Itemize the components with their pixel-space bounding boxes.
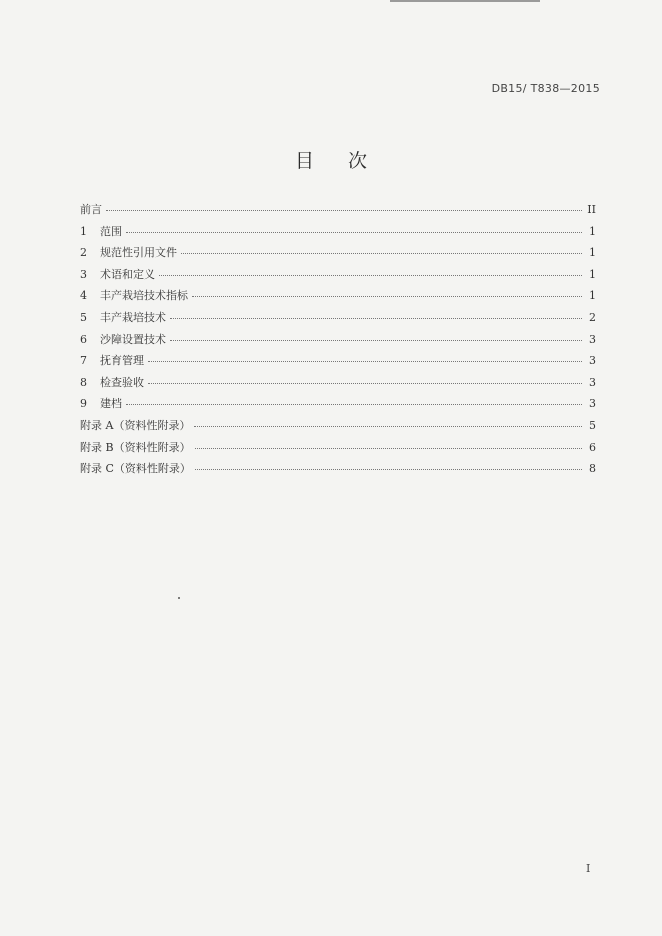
- toc-entry-page: 3: [589, 354, 596, 368]
- top-rule: [390, 0, 540, 2]
- leader-dots: [148, 382, 582, 384]
- toc-entry-page: 1: [589, 267, 596, 281]
- scan-speck: [178, 597, 180, 599]
- table-of-contents: [80, 201, 596, 482]
- toc-entry-page: 6: [589, 440, 596, 454]
- page-number: I: [586, 862, 591, 875]
- toc-entry-label: 检查验收: [100, 375, 144, 389]
- toc-title: 目 次: [294, 150, 382, 172]
- toc-entry-label: 建档: [100, 397, 122, 411]
- standard-code: DB15/ T838—2015: [491, 82, 600, 95]
- toc-entry-number: 2: [80, 246, 87, 260]
- toc-entry-number: 7: [80, 354, 87, 368]
- toc-entry-number: 1: [80, 224, 87, 238]
- toc-entry-number: 3: [80, 267, 87, 281]
- toc-entry-appendix-c[interactable]: [80, 460, 596, 482]
- toc-entry-label: 附录 A（资料性附录）: [80, 418, 191, 432]
- toc-entry-page: 3: [589, 397, 596, 411]
- leader-dots: [170, 317, 582, 319]
- toc-entry-label: 丰产栽培技术指标: [100, 289, 188, 303]
- toc-entry-page: 3: [589, 375, 596, 389]
- leader-dots: [106, 209, 582, 211]
- toc-entry-6[interactable]: [80, 331, 596, 353]
- toc-entry-8[interactable]: [80, 374, 596, 396]
- toc-entry-appendix-a[interactable]: [80, 417, 596, 439]
- toc-entry-label: 抚育管理: [100, 354, 144, 368]
- toc-entry-label: 附录 C（资料性附录）: [80, 462, 191, 476]
- toc-entry-4[interactable]: [80, 287, 596, 309]
- toc-entry-5[interactable]: [80, 309, 596, 331]
- toc-entry-number: 5: [80, 310, 87, 324]
- leader-dots: [194, 425, 582, 427]
- toc-entry-appendix-b[interactable]: [80, 439, 596, 461]
- leader-dots: [195, 447, 582, 449]
- toc-entry-page: 8: [589, 462, 596, 476]
- leader-dots: [148, 360, 582, 362]
- toc-entry-3[interactable]: [80, 266, 596, 288]
- toc-entry-number: 8: [80, 375, 87, 389]
- toc-entry-page: 2: [589, 310, 596, 324]
- toc-entry-page: 3: [589, 332, 596, 346]
- leader-dots: [126, 403, 582, 405]
- toc-entry-page: 1: [589, 246, 596, 260]
- toc-entry-number: 4: [80, 289, 87, 303]
- leader-dots: [170, 339, 582, 341]
- toc-entry-page: 5: [589, 418, 596, 432]
- toc-entry-label: 规范性引用文件: [100, 246, 177, 260]
- leader-dots: [126, 231, 582, 233]
- toc-entry-page: II: [587, 203, 596, 216]
- toc-entry-foreword[interactable]: [80, 201, 596, 223]
- toc-entry-label: 范围: [100, 224, 122, 238]
- toc-entry-label: 术语和定义: [100, 267, 155, 281]
- toc-entry-label: 丰产栽培技术: [100, 310, 166, 324]
- leader-dots: [181, 252, 582, 254]
- toc-entry-label: 附录 B（资料性附录）: [80, 440, 191, 454]
- leader-dots: [159, 274, 582, 276]
- toc-entry-2[interactable]: [80, 244, 596, 266]
- toc-entry-1[interactable]: [80, 223, 596, 245]
- toc-entry-page: 1: [589, 289, 596, 303]
- leader-dots: [195, 468, 582, 470]
- toc-entry-number: 6: [80, 332, 87, 346]
- leader-dots: [192, 295, 582, 297]
- toc-entry-label: 前言: [80, 203, 102, 216]
- toc-entry-label: 沙障设置技术: [100, 332, 166, 346]
- toc-entry-9[interactable]: [80, 395, 596, 417]
- toc-entry-number: 9: [80, 397, 87, 411]
- toc-entry-7[interactable]: [80, 352, 596, 374]
- toc-entry-page: 1: [589, 224, 596, 238]
